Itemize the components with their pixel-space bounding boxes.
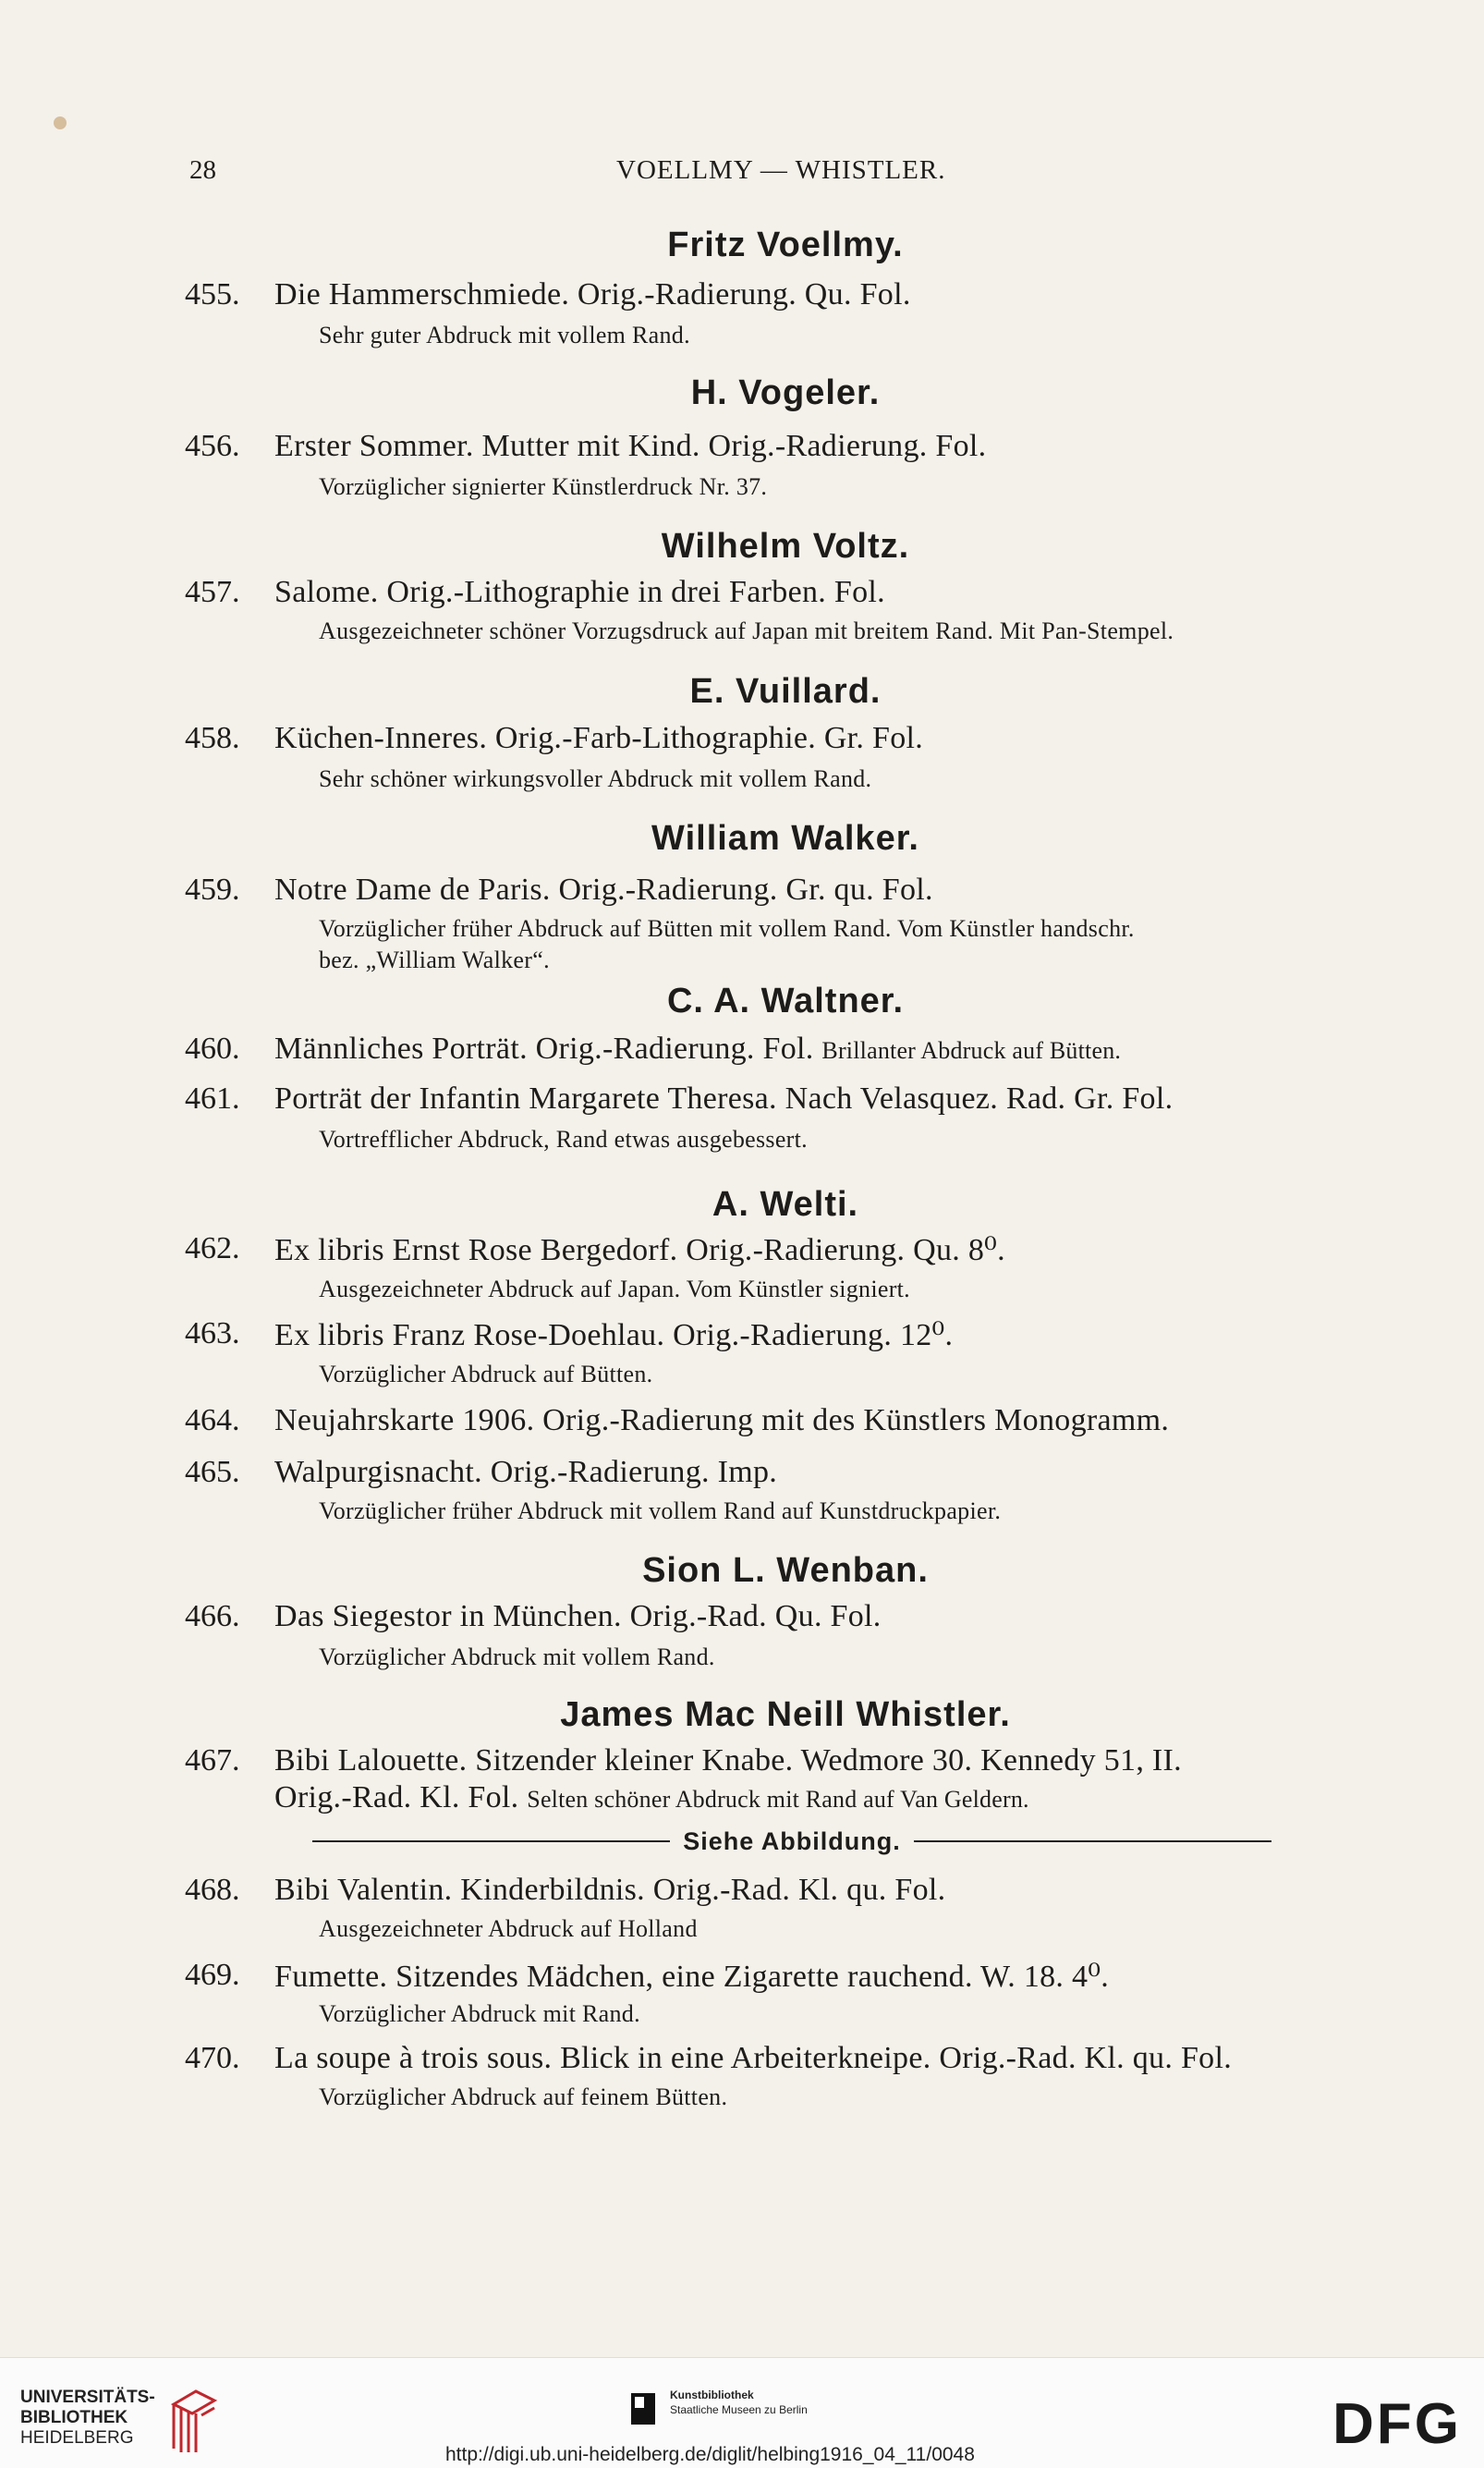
artist-heading: E. Vuillard.	[689, 672, 882, 711]
kb-subtitle: Staatliche Museen zu Berlin	[670, 2403, 808, 2416]
uni-line: HEIDELBERG	[20, 2428, 134, 2448]
artist-heading: Fritz Voellmy.	[667, 226, 904, 264]
entry-title: La soupe à trois sous. Blick in eine Arbeiterkneipe. Orig.-Rad. Kl. qu. Fol.	[274, 2041, 1233, 2075]
entry-title: Fumette. Sitzendes Mädchen, eine Zigarette rauchend. W. 18. 4⁰.	[274, 1960, 1110, 1994]
entry-number: 460.	[185, 1032, 240, 1066]
entry-title: Bibi Lalouette. Sitzender kleiner Knabe. Wedmore 30. Kennedy 51, II.	[274, 1743, 1182, 1778]
entry-number: 470.	[185, 2041, 240, 2075]
entry-note: Ausgezeichneter Abdruck auf Japan. Vom Künstler signiert.	[319, 1276, 910, 1302]
entry-number: 468.	[185, 1873, 240, 1907]
entry-inline-note: Brillanter Abdruck auf Bütten.	[821, 1037, 1122, 1064]
artist-heading: A. Welti.	[712, 1185, 859, 1224]
entry-note: Vorzüglicher signierter Künstlerdruck Nr. 37.	[319, 473, 768, 500]
entry-title-continued: Orig.-Rad. Kl. Fol. Selten schöner Abdruck mit Rand auf Van Geldern.	[274, 1780, 1029, 1814]
entry-title: Ex libris Franz Rose-Doehlau. Orig.-Radierung. 12⁰.	[274, 1318, 954, 1352]
entry-note: Vorzüglicher Abdruck auf feinem Bütten.	[319, 2083, 728, 2110]
entry-note: Ausgezeichneter schöner Vorzugsdruck auf Japan mit breitem Rand. Mit Pan-Stempel.	[319, 617, 1174, 644]
divider	[914, 1840, 1271, 1842]
entry-title: Porträt der Infantin Margarete Theresa. Nach Velasquez. Rad. Gr. Fol.	[274, 1081, 1174, 1116]
entry-number: 462.	[185, 1231, 240, 1265]
entry-note: bez. „William Walker“.	[319, 947, 550, 973]
entry-inline-note: Selten schöner Abdruck mit Rand auf Van Geldern.	[527, 1786, 1029, 1813]
entry-number: 464.	[185, 1403, 240, 1437]
entry-note: Vorzüglicher früher Abdruck mit vollem Rand auf Kunstdruckpapier.	[319, 1497, 1002, 1524]
entry-number: 466.	[185, 1599, 240, 1633]
entry-title: Salome. Orig.-Lithographie in drei Farben. Fol.	[274, 575, 885, 609]
entry-title: Männliches Porträt. Orig.-Radierung. Fol. Brillanter Abdruck auf Bütten.	[274, 1032, 1122, 1066]
entry-note: Ausgezeichneter Abdruck auf Holland	[319, 1915, 698, 1942]
entry-note: Vorzüglicher Abdruck mit vollem Rand.	[319, 1643, 715, 1670]
uni-line: BIBLIOTHEK	[20, 2408, 128, 2427]
permalink-url[interactable]: http://digi.ub.uni-heidelberg.de/diglit/helbing1916_04_11/0048	[445, 2444, 975, 2465]
entry-title: Küchen-Inneres. Orig.-Farb-Lithographie. Gr. Fol.	[274, 721, 924, 755]
entry-number: 467.	[185, 1743, 240, 1778]
entry-title: Erster Sommer. Mutter mit Kind. Orig.-Radierung. Fol.	[274, 429, 987, 463]
entry-note: Sehr guter Abdruck mit vollem Rand.	[319, 322, 690, 348]
divider	[312, 1840, 670, 1842]
kunstbibliothek-icon	[631, 2389, 659, 2426]
entry-number: 465.	[185, 1455, 240, 1489]
kb-name: Kunstbibliothek	[670, 2389, 754, 2401]
entry-title: Ex libris Ernst Rose Bergedorf. Orig.-Radierung. Qu. 8⁰.	[274, 1233, 1005, 1267]
entry-number: 458.	[185, 721, 240, 755]
entry-number: 469.	[185, 1958, 240, 1992]
artist-heading: Sion L. Wenban.	[642, 1551, 929, 1590]
artist-heading: Wilhelm Voltz.	[661, 527, 910, 566]
entry-number: 461.	[185, 1081, 240, 1116]
artist-heading: C. A. Waltner.	[666, 982, 905, 1020]
entry-number: 463.	[185, 1316, 240, 1350]
running-head	[189, 155, 967, 192]
entry-note: Sehr schöner wirkungsvoller Abdruck mit vollem Rand.	[319, 765, 872, 792]
entry-number: 457.	[185, 575, 240, 609]
entry-note: Vorzüglicher Abdruck auf Bütten.	[319, 1361, 653, 1387]
dfg-logo[interactable]: DFG	[1332, 2392, 1462, 2456]
page-number: 28	[189, 155, 216, 185]
artist-heading: H. Vogeler.	[690, 373, 881, 412]
artist-heading: William Walker.	[651, 819, 919, 858]
entry-note: Vorzüglicher früher Abdruck auf Bütten mit vollem Rand. Vom Künstler handschr.	[319, 915, 1135, 942]
running-title: VOELLMY — WHISTLER.	[616, 155, 946, 185]
uni-line: UNIVERSITÄTS-	[20, 2388, 155, 2407]
entry-number: 455.	[185, 277, 240, 312]
entry-note: Vorzüglicher Abdruck mit Rand.	[319, 2000, 640, 2027]
kunstbibliothek-logo[interactable]	[631, 2380, 871, 2436]
entry-number: 459.	[185, 873, 240, 907]
digitization-footer	[0, 2357, 1484, 2468]
entry-title: Notre Dame de Paris. Orig.-Radierung. Gr. qu. Fol.	[274, 873, 933, 907]
stain-mark	[54, 116, 67, 129]
entry-title: Das Siegestor in München. Orig.-Rad. Qu. Fol.	[274, 1599, 882, 1633]
university-library-logo[interactable]	[20, 2388, 214, 2457]
entry-title: Die Hammerschmiede. Orig.-Radierung. Qu. Fol.	[274, 277, 911, 312]
entry-title: Walpurgisnacht. Orig.-Radierung. Imp.	[274, 1455, 778, 1489]
entry-number: 456.	[185, 429, 240, 463]
entry-note: Vortrefflicher Abdruck, Rand etwas ausgebessert.	[319, 1126, 808, 1153]
figure-reference	[312, 1823, 1271, 1860]
entry-title: Bibi Valentin. Kinderbildnis. Orig.-Rad. Kl. qu. Fol.	[274, 1873, 946, 1907]
library-emblem-icon	[168, 2388, 220, 2454]
figure-reference-label: Siehe Abbildung.	[683, 1827, 901, 1855]
entry-title: Neujahrskarte 1906. Orig.-Radierung mit des Künstlers Monogramm.	[274, 1403, 1170, 1437]
artist-heading: James Mac Neill Whistler.	[560, 1695, 1011, 1734]
